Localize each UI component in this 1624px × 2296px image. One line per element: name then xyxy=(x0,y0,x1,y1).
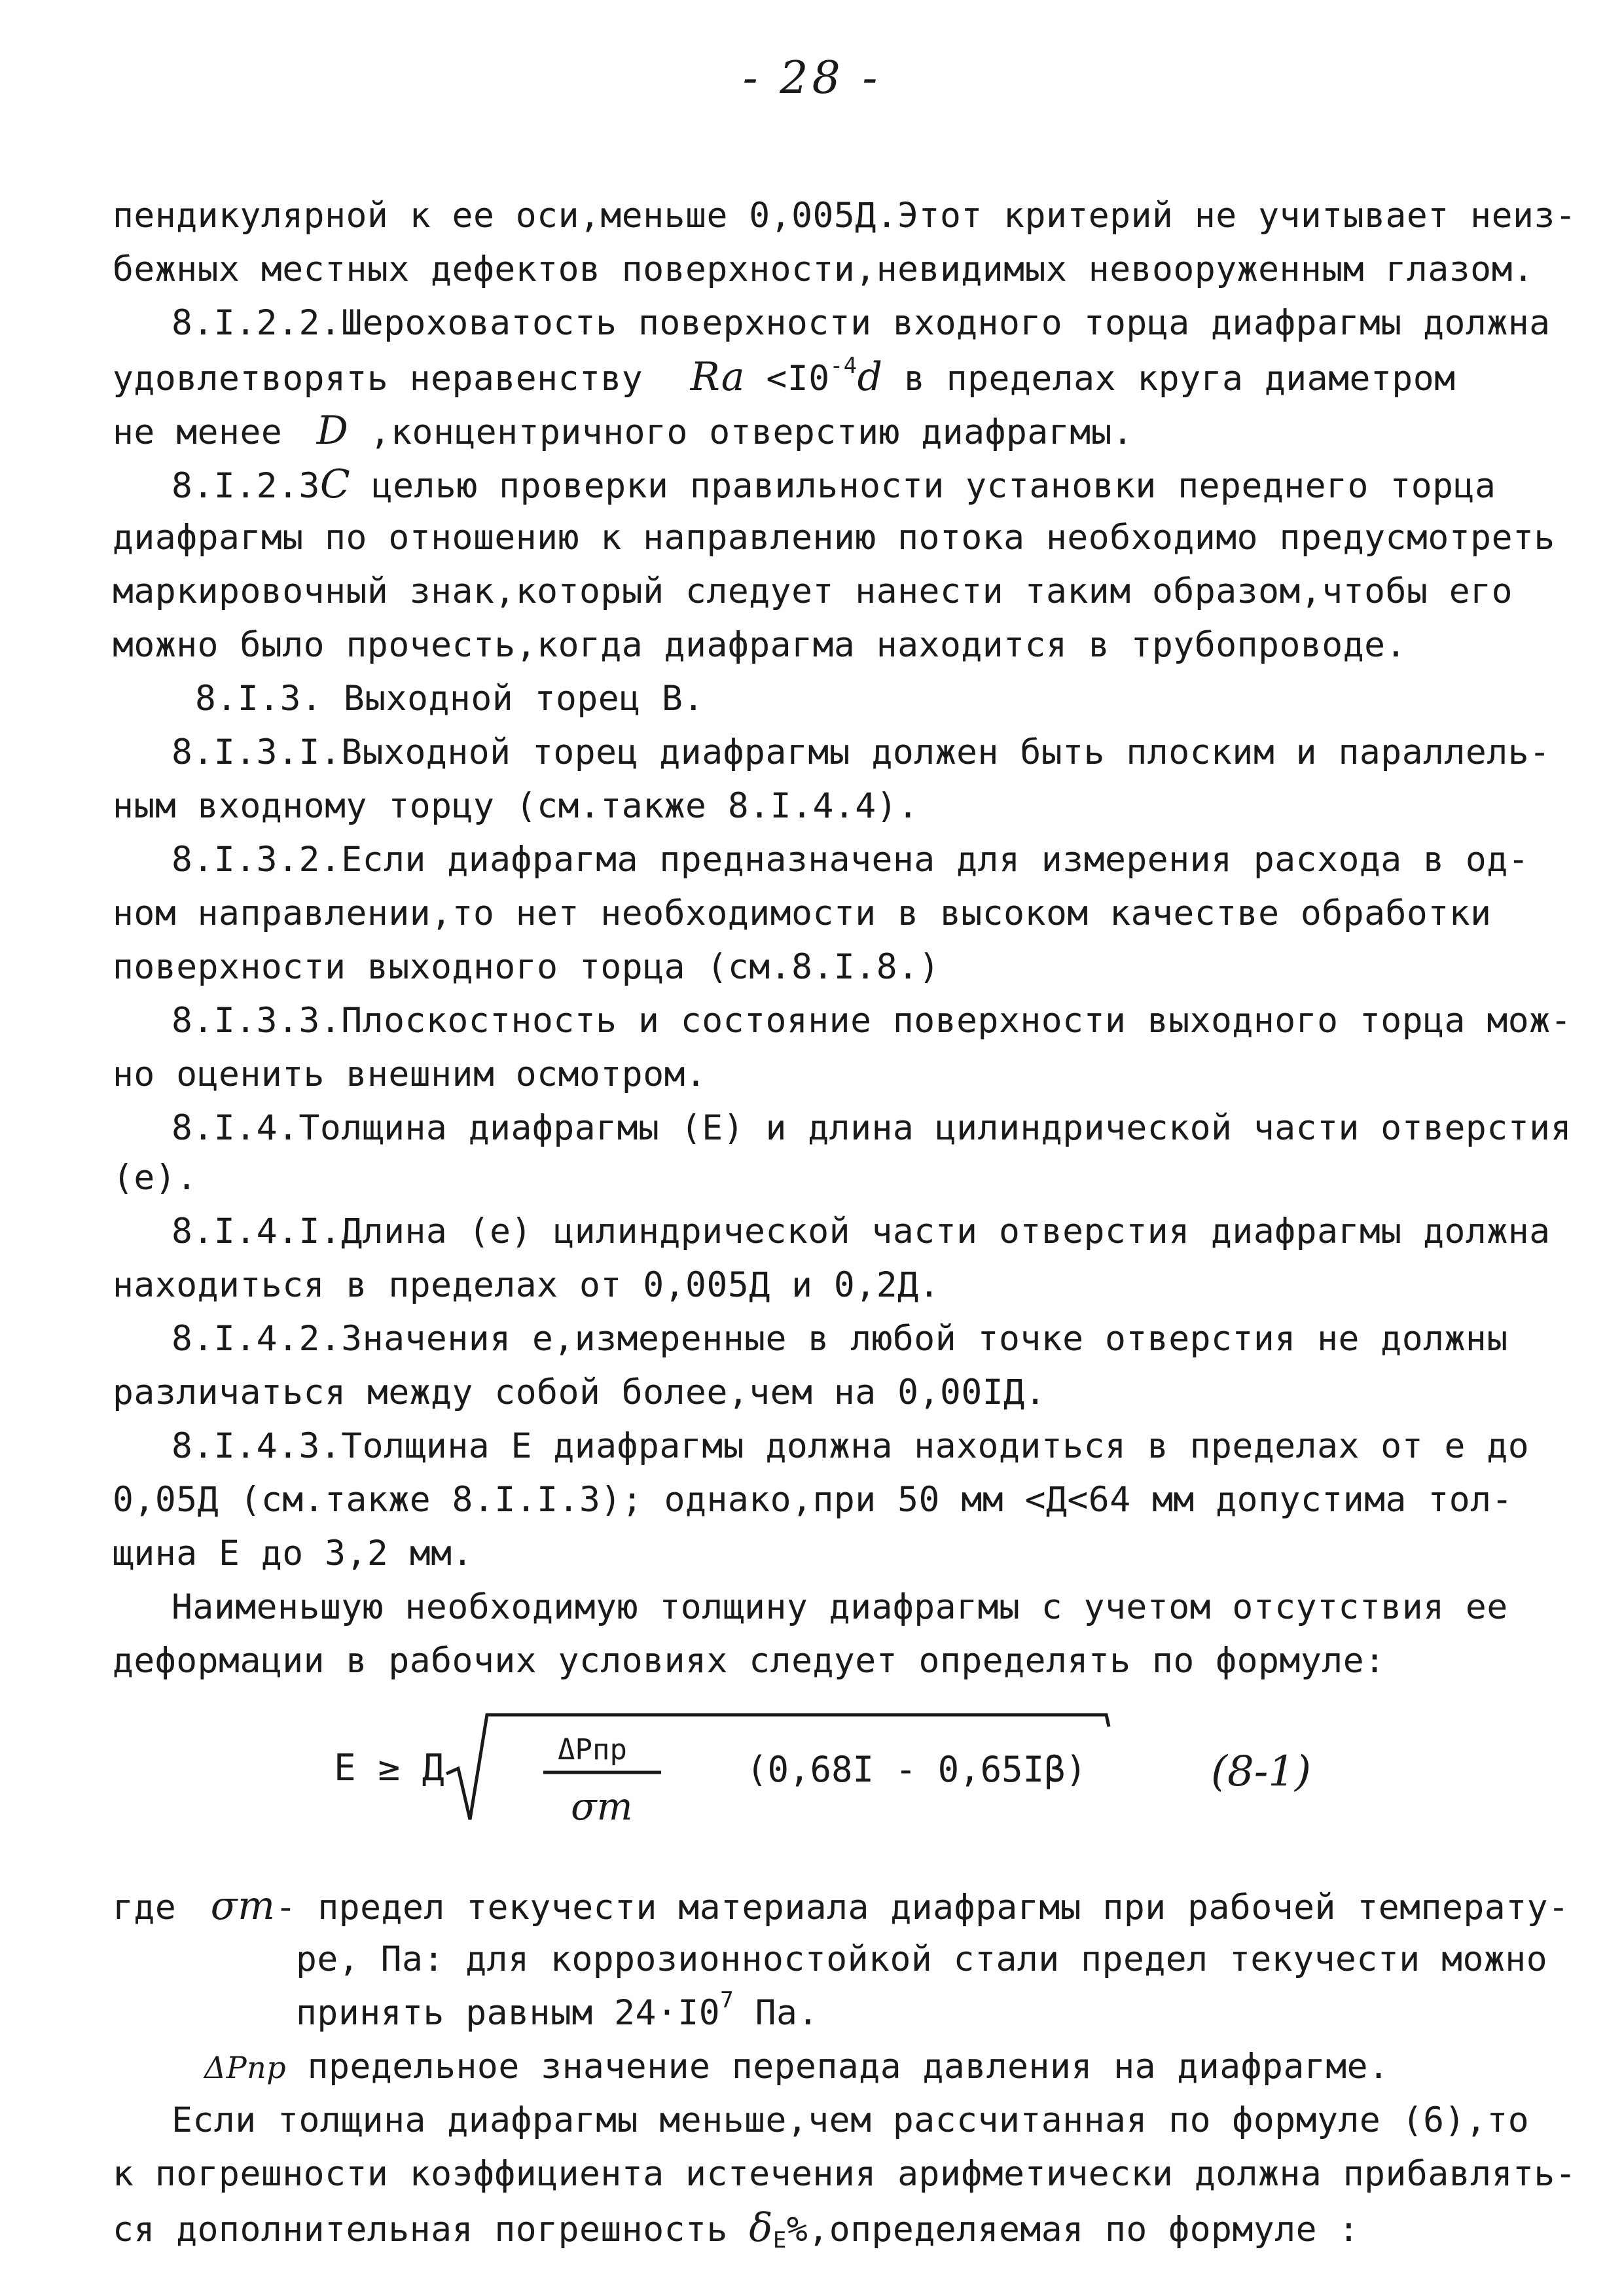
text-line xyxy=(296,1987,819,2033)
text-fragment: предельное значение перепада давления на диафрагме. xyxy=(286,2047,1390,2087)
text-line xyxy=(113,353,1456,400)
text-line: 8.I.3.3.Плоскостность и состояние поверхности выходного торца мож- xyxy=(171,1001,1572,1041)
text-line: бежных местных дефектов поверхности,невидимых невооруженным глазом. xyxy=(113,249,1534,289)
formula-lhs: Е ≥ Д xyxy=(334,1747,444,1789)
text-fragment: целью проверки правильности установки переднего торца xyxy=(350,466,1496,506)
text-fragment: ,концентричного отверстию диафрагмы. xyxy=(348,412,1134,452)
text-line: различаться между собой более,чем на 0,00IД. xyxy=(113,1372,1046,1412)
text-line: Наименьшую необходимую толщину диафрагмы с учетом отсутствия ее xyxy=(171,1587,1508,1627)
text-fragment: ся дополнительная погрешность xyxy=(113,2210,749,2250)
text-line: можно было прочесть,когда диафрагма находится в трубопроводе. xyxy=(113,625,1407,665)
text-fragment: в пределах круга диаметром xyxy=(882,359,1456,399)
text-fragment: не менее xyxy=(113,412,283,452)
text-line: находиться в пределах от 0,005Д и 0,2Д. xyxy=(113,1265,940,1305)
text-fragment: принять равным 24·I0 xyxy=(296,1993,721,2033)
text-line: 8.I.4.I.Длина (е) цилиндрической части отверстия диафрагмы должна xyxy=(171,1211,1551,1251)
text-line: поверхности выходного торца (см.8.I.8.) xyxy=(113,947,940,987)
text-fragment: где xyxy=(113,1888,177,1928)
text-line: 8.I.2.2.Шероховатость поверхности входного торца диафрагмы должна xyxy=(171,303,1551,343)
text-line: 8.I.3.I.Выходной торец диафрагмы должен быть плоским и параллель- xyxy=(171,732,1551,772)
text-line: пендикулярной к ее оси,меньше 0,005Д.Этот критерий не учитывает неиз- xyxy=(113,196,1577,236)
formula-denominator: σт xyxy=(571,1784,633,1829)
roughness-symbol: Ra xyxy=(690,354,745,400)
text-line: деформации в рабочих условиях следует определять по формуле: xyxy=(113,1641,1386,1681)
handwritten-letter: С xyxy=(319,461,351,507)
text-fragment: Па. xyxy=(734,1993,819,2033)
text-fragment: 8.I.2.3 xyxy=(171,466,320,506)
section-heading: 8.I.4.Толщина диафрагмы (Е) и длина цилиндрической части отверстия xyxy=(171,1108,1572,1148)
text-fragment: - предел текучести материала диафрагмы при рабочей температу- xyxy=(275,1888,1570,1928)
formula-8-1 xyxy=(0,1689,1624,1865)
delta-p-symbol: ΔPпр xyxy=(204,2050,287,2085)
section-heading: 8.I.3. Выходной торец В. xyxy=(195,679,704,719)
text-line: ным входному торцу (см.также 8.I.4.4). xyxy=(113,786,919,826)
text-line: (е). xyxy=(113,1158,198,1198)
text-line: 8.I.3.2.Если диафрагма предназначена для измерения расхода в од- xyxy=(171,840,1530,880)
text-line: ре, Па: для коррозионностойкой стали предел текучести можно xyxy=(296,1939,1548,1979)
text-fragment: <I0 xyxy=(744,359,830,399)
exponent: -4 xyxy=(829,353,857,379)
subscript: Е xyxy=(772,2227,787,2253)
formula-graphic xyxy=(0,1689,1624,1865)
text-fragment: удовлетворять неравенству xyxy=(113,359,643,399)
text-line: Если толщина диафрагмы меньше,чем рассчитанная по формуле (6),то xyxy=(171,2100,1530,2140)
formula-factor: (0,68I - 0,65Iβ) xyxy=(746,1749,1087,1790)
text-line xyxy=(204,2047,1390,2087)
text-line xyxy=(113,2205,1360,2253)
text-line: 8.I.4.3.Толщина Е диафрагмы должна находиться в пределах от е до xyxy=(171,1426,1530,1466)
text-line xyxy=(171,461,1496,507)
text-line: диафрагмы по отношению к направлению потока необходимо предусмотреть xyxy=(113,518,1555,558)
text-line: ном направлении,то нет необходимости в высоком качестве обработки xyxy=(113,893,1492,933)
formula-label: (8-1) xyxy=(1211,1748,1311,1796)
text-line xyxy=(113,408,1134,454)
diameter-symbol: D xyxy=(316,408,349,454)
sigma-symbol: σт xyxy=(210,1883,276,1929)
text-line: щина Е до 3,2 мм. xyxy=(113,1534,473,1573)
delta-symbol: δ xyxy=(749,2205,773,2251)
page-number: - 28 - xyxy=(742,52,882,104)
text-line: но оценить внешним осмотром. xyxy=(113,1054,707,1094)
exponent: 7 xyxy=(720,1987,734,2013)
text-line: к погрешности коэффициента истечения арифметически должна прибавлять- xyxy=(113,2154,1577,2194)
text-fragment: %,определяемая по формуле : xyxy=(786,2210,1360,2250)
diameter-symbol: d xyxy=(857,354,883,400)
text-line: 0,05Д (см.также 8.I.I.3); однако,при 50 мм <Д<64 мм допустима тол- xyxy=(113,1480,1513,1520)
text-line: маркировочный знак,который следует нанести таким образом,чтобы его xyxy=(113,571,1513,611)
text-line: 8.I.4.2.Значения е,измеренные в любой точке отверстия не должны xyxy=(171,1319,1508,1359)
text-line xyxy=(113,1883,1570,1929)
formula-numerator: ΔPпр xyxy=(558,1733,627,1767)
